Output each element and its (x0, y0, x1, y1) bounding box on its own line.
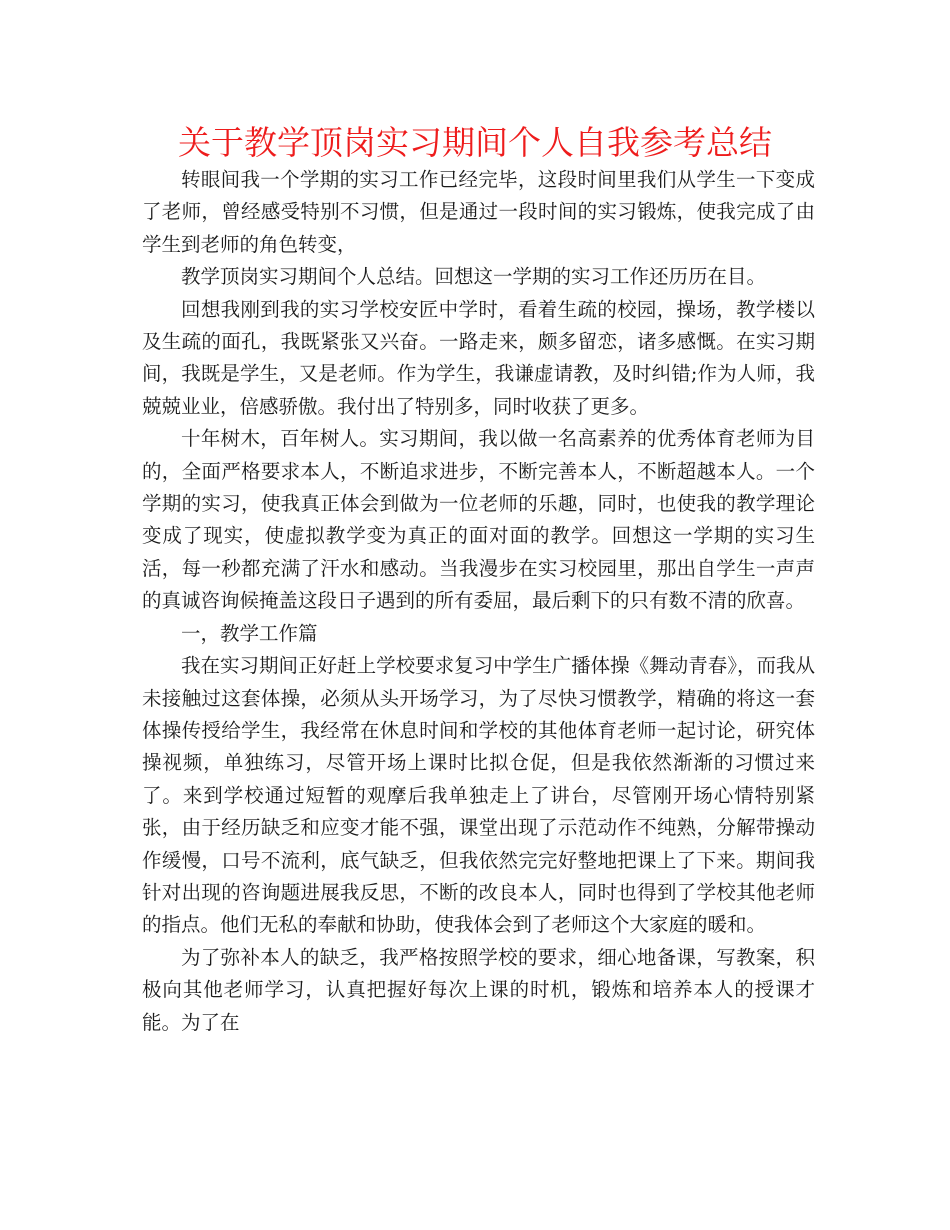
paragraph-3: 回想我刚到我的实习学校安匠中学时，看着生疏的校园，操场，教学楼以及生疏的面孔，我既紧张又兴奋。一路走来，颇多留恋，诸多感慨。在实习期间，我既是学生，又是老师。作为学生，我谦虚请教，及时纠错;作为人师，我兢兢业业，倍感骄傲。我付出了特别多，同时收获了更多。 (142, 297, 815, 418)
paragraph-6: 我在实习期间正好赶上学校要求复习中学生广播体操《舞动青春》，而我从未接触过这套体操，必须从头开场学习，为了尽快习惯教学，精确的将这一套体操传授给学生，我经常在休息时间和学校的其他体育老师一起讨论，研究体操视频，单独练习，尽管开场上课时比拟仓促，但是我依然渐渐的习惯过来了。来到学校通过短暂的观摩后我单独走上了讲台，尽管刚开场心情特别紧张，由于经历缺乏和应变才能不强，课堂出现了示范动作不纯熟，分解带操动作缓慢，口号不流利，底气缺乏，但我依然完完好整地把课上了下来。期间我针对出现的咨询题进展我反思，不断的改良本人，同时也得到了学校其他老师的指点。他们无私的奉献和协助，使我体会到了老师这个大家庭的暖和。 (142, 654, 815, 937)
paragraph-7: 为了弥补本人的缺乏，我严格按照学校的要求，细心地备课，写教案，积极向其他老师学习，认真把握好每次上课的时机，锻炼和培养本人的授课才能。为了在 (142, 945, 815, 1034)
section-heading-teaching: 一，教学工作篇 (181, 621, 318, 645)
paragraph-4: 十年树木，百年树人。实习期间，我以做一名高素养的优秀体育老师为目的，全面严格要求本人，不断追求进步，不断完善本人，不断超越本人。一个学期的实习，使我真正体会到做为一位老师的乐趣，同时，也使我的教学理论变成了现实，使虚拟教学变为真正的面对面的教学。回想这一学期的实习生活，每一秒都充满了汗水和感动。当我漫步在实习校园里，那出自学生一声声的真诚咨询候掩盖这段日子遇到的所有委屈，最后剩下的只有数不清的欣喜。 (142, 427, 815, 613)
paragraph-1: 转眼间我一个学期的实习工作已经完毕，这段时间里我们从学生一下变成了老师，曾经感受特别不习惯，但是通过一段时间的实习锻炼，使我完成了由学生到老师的角色转变， (142, 168, 815, 256)
document-title: 关于教学顶岗实习期间个人自我参考总结 (178, 123, 772, 162)
paragraph-2: 教学顶岗实习期间个人总结。回想这一学期的实习工作还历历在目。 (181, 265, 767, 289)
document-body (142, 164, 815, 1039)
